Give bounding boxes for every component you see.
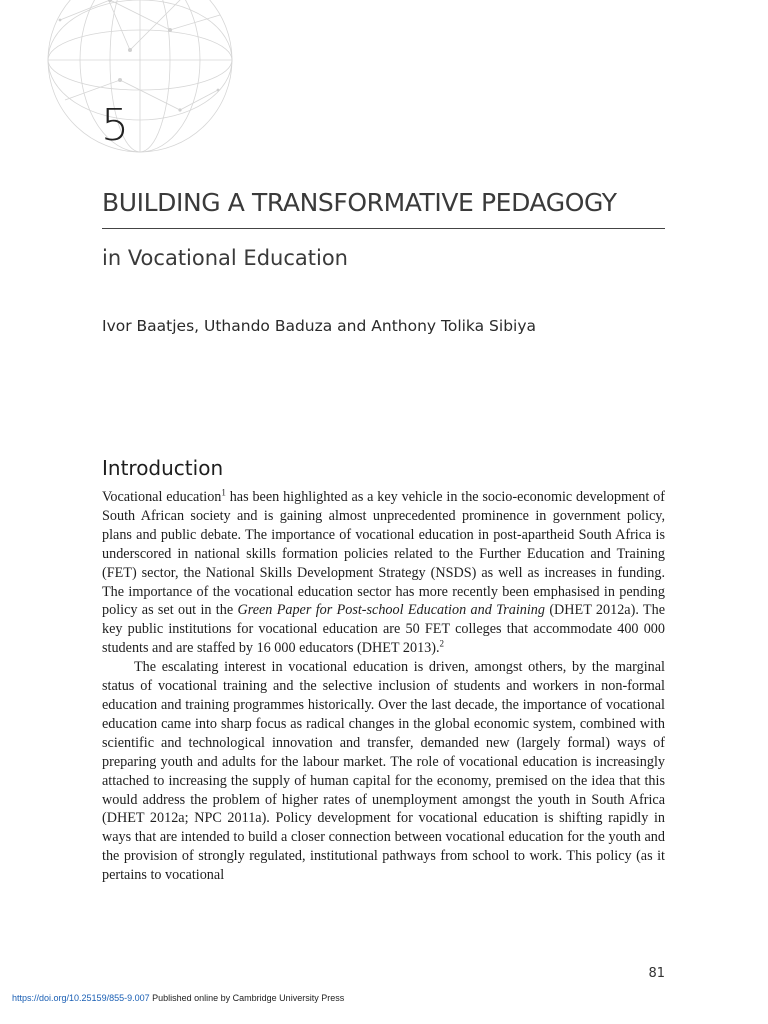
section-heading-introduction: Introduction	[102, 456, 224, 480]
decorative-globe-graphic	[40, 0, 240, 160]
paragraph-1-text-c: (DHET 2012a). The key public institutions for vocational education are 50 FET colleges that accommodate 400 000 students and are staffed by 16 000 educators (DHET 2013).	[102, 602, 665, 657]
chapter-number: 5	[101, 100, 129, 151]
doi-link[interactable]: https://doi.org/10.25159/855-9.007	[12, 993, 150, 1003]
body-text	[102, 488, 665, 885]
paragraph-2: The escalating interest in vocational education is driven, amongst others, by the marginal status of vocational training and the selective inclusion of students and workers in non-formal education and training programmes historically. Over the last decade, the importance of vocational education came into sharp focus as radical changes in the global economic system, combined with scientific and technological innovation and transfer, demanded new (largely formal) ways of preparing youth and adults for the labour market. The role of vocational education is increasingly attached to increasing the supply of human capital for the economy, premised on the idea that this would address the problem of higher rates of unemployment amongst the youth in South Africa (DHET 2012a; NPC 2011a). Policy development for vocational education is shifting rapidly in ways that are intended to build a closer connection between vocational education for the youth and the provision of strongly regulated, institutional pathways from school to work. This policy (as it pertains to vocational	[102, 659, 665, 884]
page-number: 81	[648, 966, 665, 981]
paragraph-1-text-a: Vocational education	[102, 489, 222, 505]
footnote-ref-1[interactable]: 1	[221, 487, 226, 498]
chapter-subtitle: in Vocational Education	[102, 246, 348, 270]
footnote-ref-2[interactable]: 2	[439, 638, 445, 649]
chapter-title: BUILDING A TRANSFORMATIVE PEDAGOGY	[102, 188, 617, 217]
publisher-note: Published online by Cambridge University Press	[149, 993, 345, 1003]
footer	[12, 992, 344, 1004]
green-paper-title: Green Paper for Post-school Education and Training	[237, 602, 545, 619]
paragraph-1	[102, 488, 665, 658]
chapter-authors: Ivor Baatjes, Uthando Baduza and Anthony Tolika Sibiya	[102, 317, 537, 335]
paragraph-1-text-b: has been highlighted as a key vehicle in the socio-economic development of South African society and is gaining almost unprecedented prominence in government policy, plans and public debate. The importance of vocational education in post-apartheid South Africa is underscored in national skills formation policies related to the Further Education and Training (FET) sector, the National Skills Development Strategy (NSDS) as well as increases in funding. The importance of the vocational education sector has more recently been emphasised in pending policy as set out in the	[102, 489, 665, 619]
title-divider	[102, 228, 665, 229]
